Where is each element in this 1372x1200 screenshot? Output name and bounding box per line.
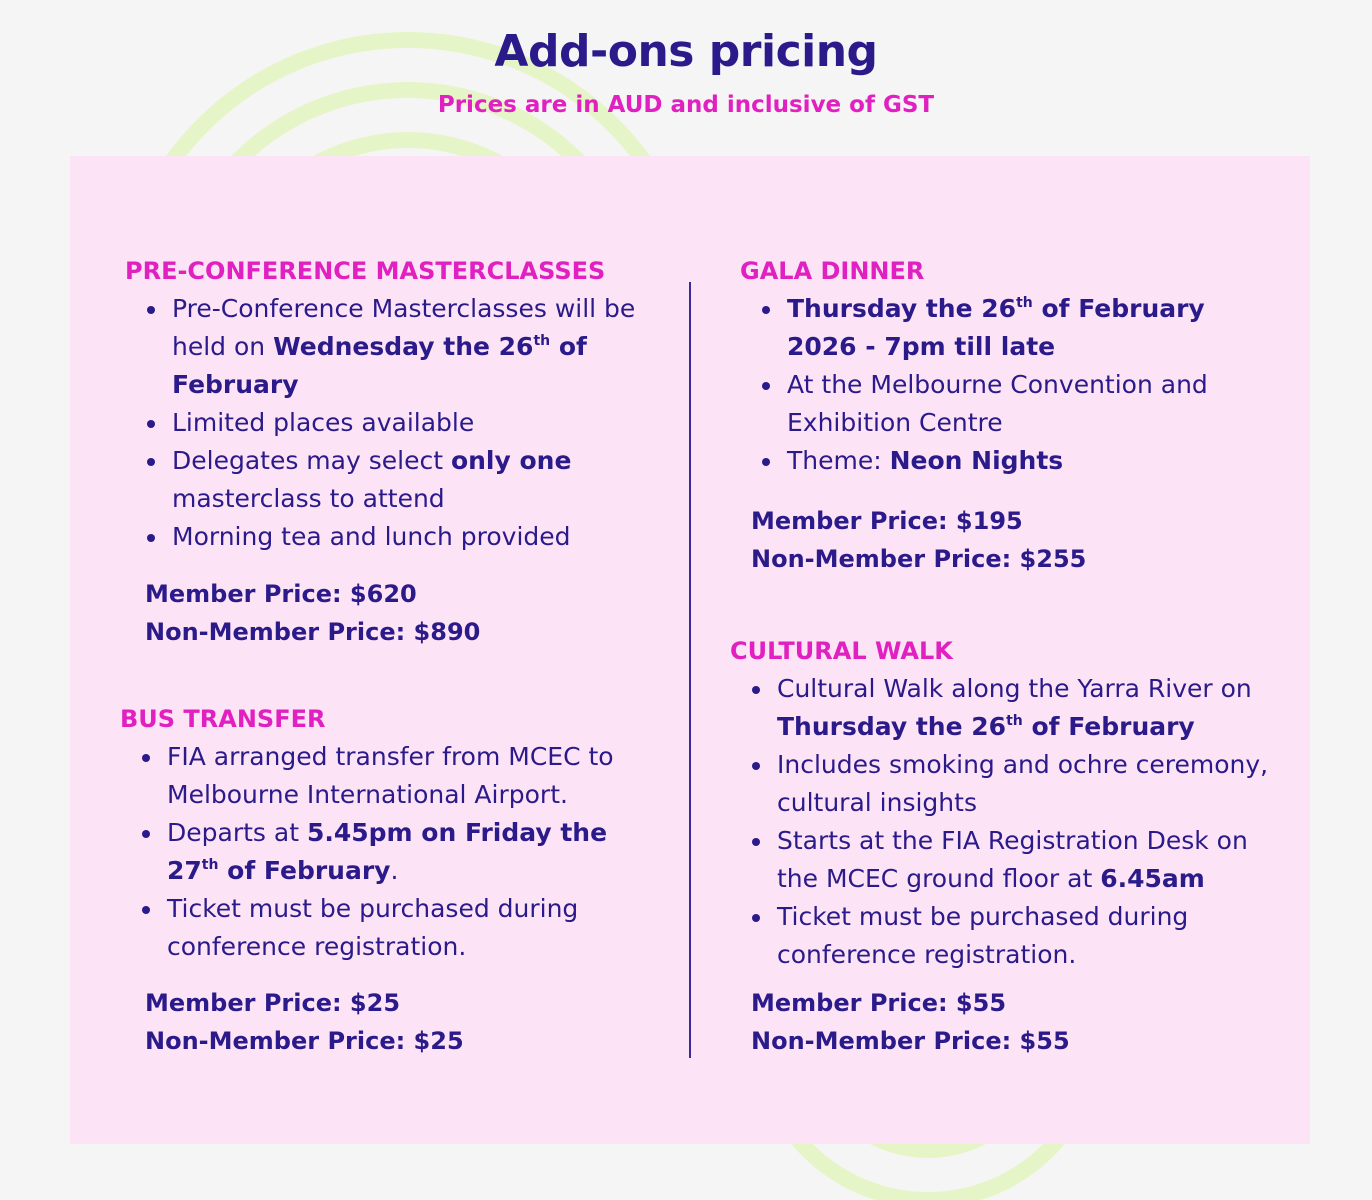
non-member-price: Non-Member Price: $25 — [145, 1027, 464, 1055]
gala-dinner-title: GALA DINNER — [740, 257, 925, 285]
non-member-price: Non-Member Price: $255 — [751, 545, 1087, 573]
list-item: Cultural Walk along the Yarra River on Thursday the 26th of February — [777, 670, 1290, 746]
gala-dinner-prices — [751, 502, 1086, 578]
member-price: Member Price: $25 — [145, 989, 401, 1017]
member-price: Member Price: $55 — [751, 989, 1007, 1017]
bus-transfer-prices — [145, 984, 464, 1060]
bus-transfer-title: BUS TRANSFER — [120, 705, 326, 733]
gala-dinner-bullets — [740, 290, 1280, 480]
list-item: Delegates may select only one masterclass to attend — [172, 442, 645, 518]
masterclasses-bullets — [125, 290, 645, 556]
non-member-price: Non-Member Price: $55 — [751, 1027, 1070, 1055]
page-subtitle: Prices are in AUD and inclusive of GST — [437, 92, 935, 118]
cultural-walk-section — [730, 636, 1290, 974]
masterclasses-prices — [145, 575, 480, 651]
cultural-walk-bullets — [730, 670, 1290, 974]
list-item: Morning tea and lunch provided — [172, 518, 645, 556]
member-price: Member Price: $620 — [145, 580, 417, 608]
non-member-price: Non-Member Price: $890 — [145, 618, 481, 646]
list-item: FIA arranged transfer from MCEC to Melbourne International Airport. — [167, 738, 640, 814]
list-item: Starts at the FIA Registration Desk on the MCEC ground floor at 6.45am — [777, 822, 1290, 898]
member-price: Member Price: $195 — [751, 507, 1023, 535]
list-item: Ticket must be purchased during conference registration. — [167, 890, 640, 966]
list-item: Departs at 5.45pm on Friday the 27th of February. — [167, 814, 640, 890]
list-item: Limited places available — [172, 404, 645, 442]
bus-transfer-section — [120, 704, 640, 966]
cultural-walk-prices — [751, 984, 1070, 1060]
masterclasses-title: PRE-CONFERENCE MASTERCLASSES — [125, 257, 606, 285]
list-item: Pre-Conference Masterclasses will be held on Wednesday the 26th of February — [172, 290, 645, 404]
column-divider — [689, 282, 691, 1058]
masterclasses-section — [125, 256, 645, 556]
list-item: Thursday the 26th of February 2026 - 7pm till late — [787, 290, 1280, 366]
list-item: Theme: Neon Nights — [787, 442, 1280, 480]
page-title: Add-ons pricing — [494, 26, 878, 77]
list-item: At the Melbourne Convention and Exhibition Centre — [787, 366, 1280, 442]
pricing-panel — [70, 156, 1310, 1144]
cultural-walk-title: CULTURAL WALK — [730, 637, 953, 665]
bus-transfer-bullets — [120, 738, 640, 966]
list-item: Includes smoking and ochre ceremony, cultural insights — [777, 746, 1290, 822]
gala-dinner-section — [740, 256, 1280, 480]
list-item: Ticket must be purchased during conference registration. — [777, 898, 1290, 974]
